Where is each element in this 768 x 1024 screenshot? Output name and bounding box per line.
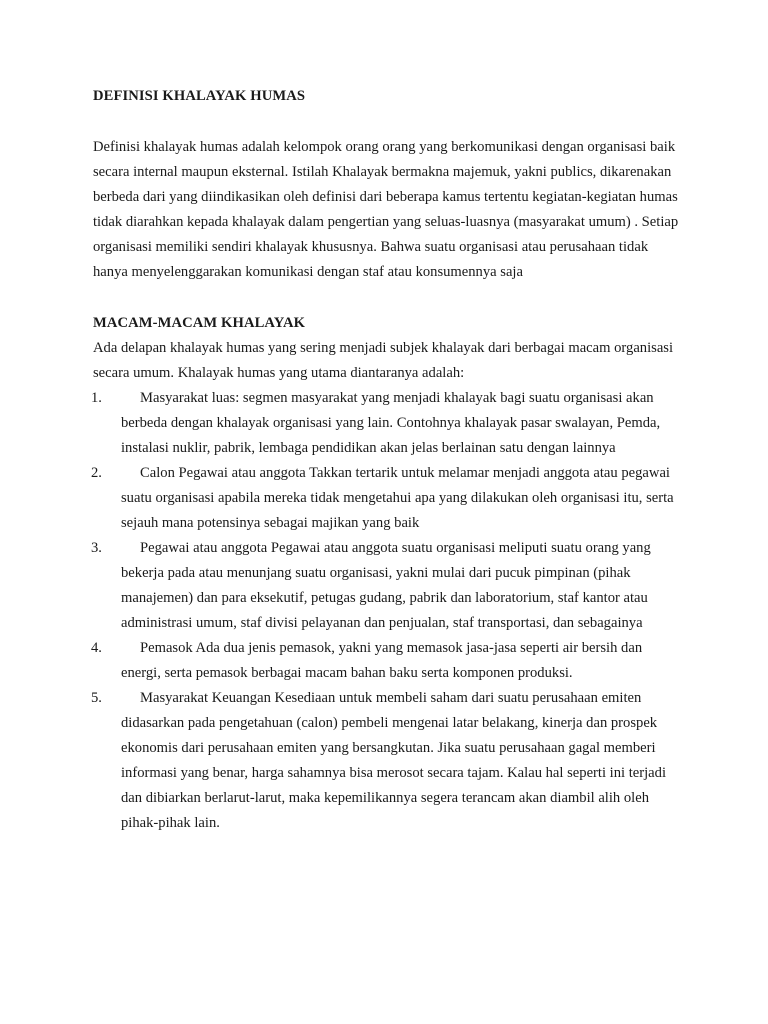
list-item-number: 5. (91, 690, 102, 706)
list-item-number: 1. (91, 390, 102, 406)
section-heading-definisi: DEFINISI KHALAYAK HUMAS (93, 88, 306, 104)
list-item-number: 2. (91, 465, 102, 481)
list-item (93, 686, 680, 836)
list-item-text: Masyarakat luas: segmen masyarakat yang menjadi khalayak bagi suatu organisasi akan berbeda dengan khalayak organisasi yang lain. Contohnya khalayak pasar swalayan, Pemda, instalasi nuklir, pabrik, lembaga pendidikan akan jelas berlainan satu dengan lainnya (121, 390, 661, 456)
list-item (93, 536, 680, 636)
list-item-text: Masyarakat Keuangan Kesediaan untuk membeli saham dari suatu perusahaan emiten didasarkan pada pengetahuan (calon) pembeli mengenai latar belakang, kinerja dan prospek ekonomis dari perusahaan emiten yang bersangkutan. Jika suatu perusahaan gagal memberi informasi yang benar, harga sahamnya bisa merosot secara tajam. Kalau hal seperti ini terjadi dan dibiarkan berlarut-larut, maka kepemilikannya segera terancam akan diambil alih oleh pihak-pihak lain. (121, 690, 666, 831)
section-heading-macam: MACAM-MACAM KHALAYAK (93, 315, 306, 331)
list-item (93, 461, 680, 536)
intro-paragraph: Ada delapan khalayak humas yang sering menjadi subjek khalayak dari berbagai macam organisasi secara umum. Khalayak humas yang utama diantaranya adalah: (93, 340, 674, 381)
khalayak-list (93, 386, 680, 836)
list-item-text: Calon Pegawai atau anggota Takkan tertarik untuk melamar menjadi anggota atau pegawai suatu organisasi apabila mereka tidak mengetahui apa yang dilakukan oleh organisasi itu, serta sejauh mana potensinya sebagai majikan yang baik (121, 465, 674, 531)
list-item-number: 3. (91, 540, 102, 556)
list-item-text: Pegawai atau anggota Pegawai atau anggota suatu organisasi meliputi suatu orang yang bekerja pada atau menunjang suatu organisasi, yakni mulai dari pucuk pimpinan (pihak manajemen) dan para eksekutif, petugas gudang, pabrik dan laboratorium, staf kantor atau administrasi umum, staf divisi pelayanan dan penjualan, staf transportasi, dan sebagainya (121, 540, 651, 631)
list-item-number: 4. (91, 640, 102, 656)
definition-paragraph: Definisi khalayak humas adalah kelompok orang orang yang berkomunikasi dengan organisasi baik secara internal maupun eksternal. Istilah Khalayak bermakna majemuk, yakni publics, dikarenakan berbeda dari yang diindikasikan oleh definisi dari beberapa kamus tertentu kegiatan-kegiatan humas tidak diarahkan kepada khalayak dalam pengertian yang seluas-luasnya (masyarakat umum) . Setiap organisasi memiliki sendiri khalayak khususnya. Bahwa suatu organisasi atau perusahaan tidak hanya menyelenggarakan komunikasi dengan staf atau konsumennya saja (93, 139, 679, 280)
list-item-text: Pemasok Ada dua jenis pemasok, yakni yang memasok jasa-jasa seperti air bersih dan energi, serta pemasok berbagai macam bahan baku serta komponen produksi. (121, 640, 643, 681)
list-item (93, 386, 680, 461)
list-item (93, 636, 680, 686)
